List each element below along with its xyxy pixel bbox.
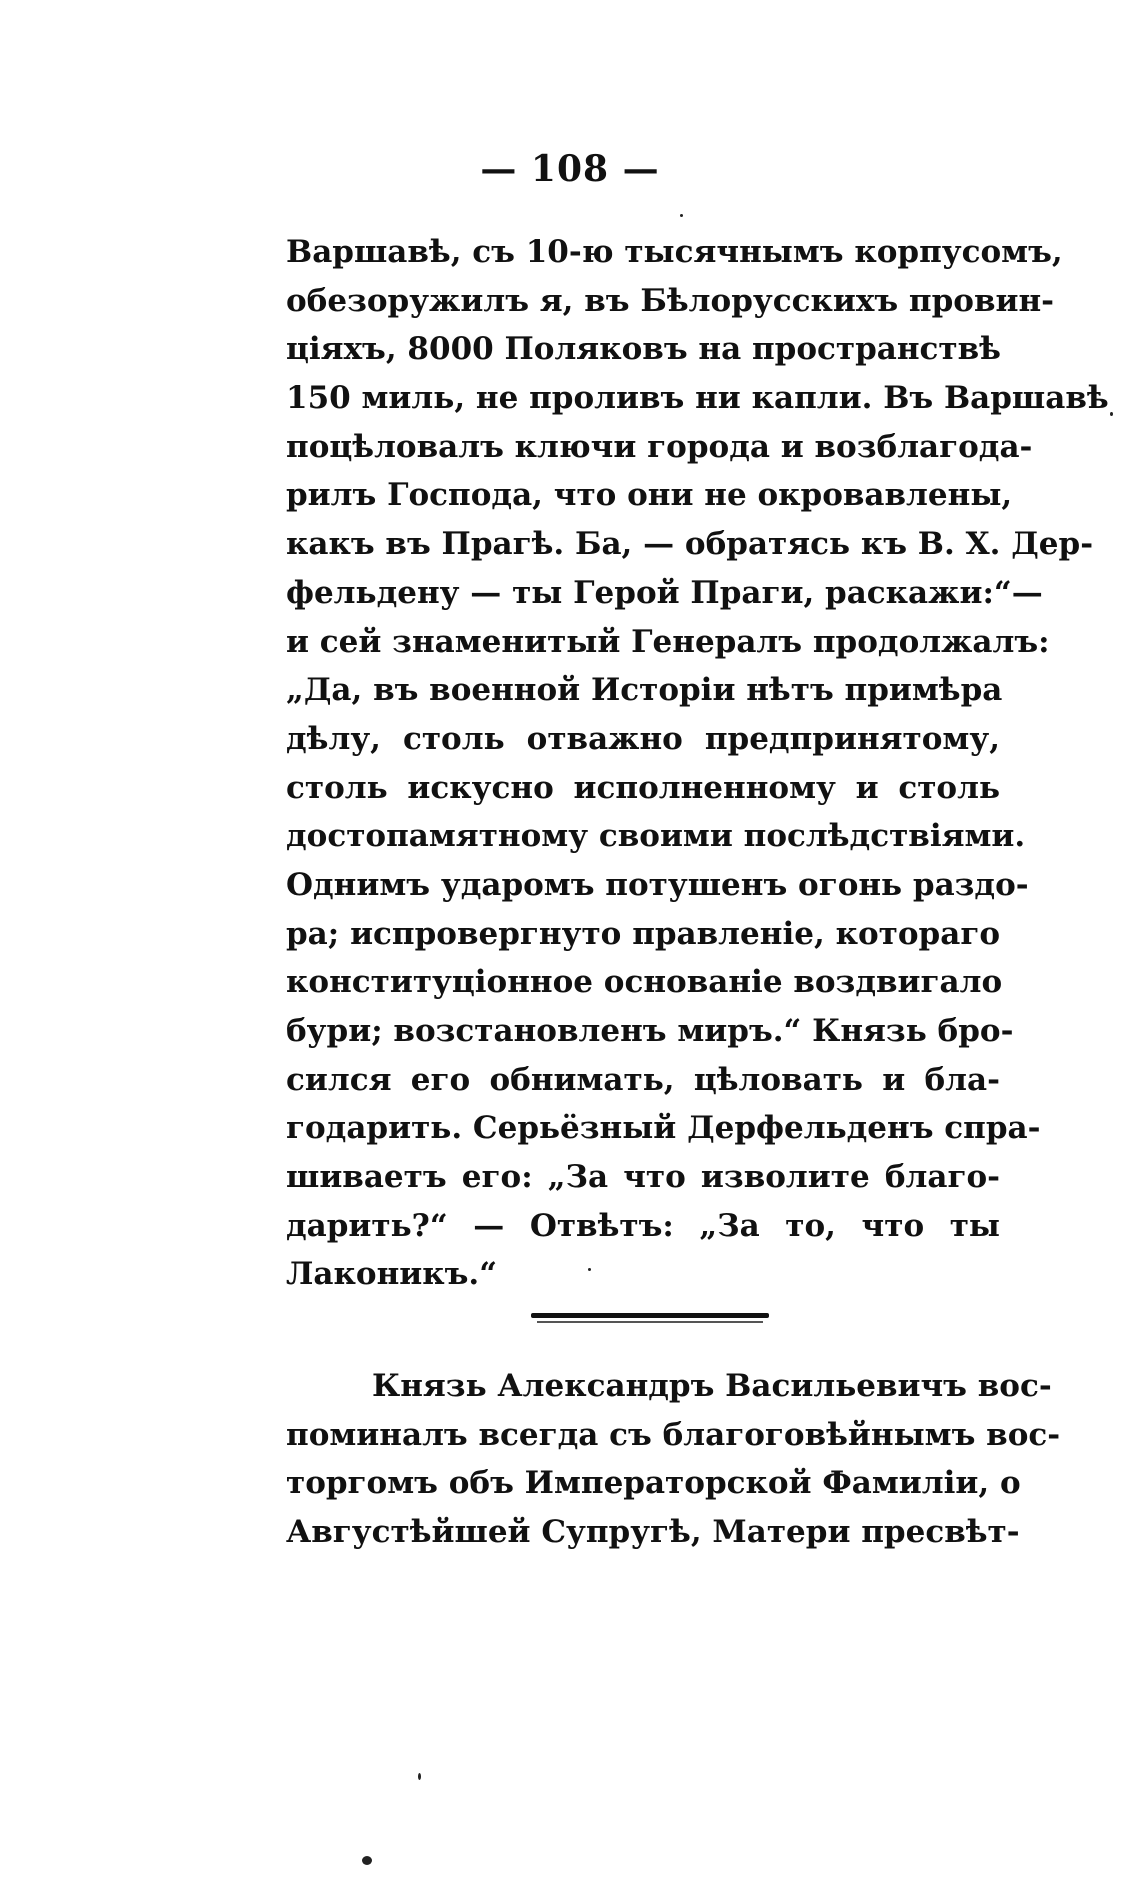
text-line: и сей знаменитый Генералъ продолжалъ: (286, 623, 1050, 660)
text-line: фельдену — ты Герой Праги, раскажи:“— (286, 574, 1043, 611)
text-line: Лаконикъ.“ (286, 1256, 498, 1293)
page-number: — 108 — (480, 148, 660, 190)
text-line: бури; возстановленъ миръ.“ Князь бро- (286, 1013, 1014, 1049)
paragraph-one (286, 228, 1109, 1299)
text-line: рилъ Господа, что они не окровавлены, (286, 477, 1013, 514)
text-line: ціяхъ, 8000 Поляковъ на пространствѣ (286, 331, 1001, 368)
ink-speck (418, 1773, 421, 1780)
text-line: столь искусно исполненному и столь (286, 769, 1000, 806)
text-line: поминалъ всегда съ благоговѣйнымъ вос- (286, 1416, 1061, 1453)
ink-speck (588, 1268, 591, 1271)
text-line: Князь Александръ Васильевичъ вос- (372, 1368, 1052, 1404)
text-line: Августѣйшей Супругѣ, Матери пресвѣт- (286, 1514, 1020, 1551)
text-line: поцѣловалъ ключи города и возблагода- (286, 428, 1033, 465)
text-line: обезоружилъ я, въ Бѣлорусскихъ провин- (286, 282, 1055, 319)
text-line: дарить?“ — Отвѣтъ: „За то, что ты (286, 1207, 1000, 1244)
ink-speck (1110, 412, 1113, 416)
ink-speck (362, 1856, 372, 1865)
text-line: годарить. Серьёзный Дерфельденъ спра- (286, 1110, 1041, 1147)
text-line: конституціонное основаніе воздвигало (286, 964, 1003, 1001)
text-line: какъ въ Прагѣ. Ба, — обратясь къ В. Х. Дер- (286, 526, 1094, 563)
section-separator-underline (537, 1321, 763, 1323)
paragraph-two (286, 1362, 1061, 1557)
text-line: ра; испровергнуто правленіе, котораго (286, 915, 1000, 952)
text-line: Однимъ ударомъ потушенъ огонь раздо- (286, 866, 1029, 903)
text-line: достопамятному своими послѣдствіями. (286, 818, 1026, 855)
text-line: дѣлу, столь отважно предпринятому, (286, 720, 1000, 757)
text-line: шиваетъ его: „За что изволите благо- (286, 1159, 1000, 1196)
section-separator (531, 1313, 769, 1318)
text-line: „Да, въ военной Исторіи нѣтъ примѣра (286, 672, 1003, 709)
ink-speck (680, 214, 683, 217)
text-line: сился его обнимать, цѣловать и бла- (286, 1061, 1000, 1098)
text-line: 150 миль, не проливъ ни капли. Въ Варшавѣ (286, 380, 1109, 417)
text-line: торгомъ объ Императорской Фамиліи, о (286, 1465, 1021, 1502)
text-line: Варшавѣ, съ 10-ю тысячнымъ корпусомъ, (286, 234, 1063, 270)
